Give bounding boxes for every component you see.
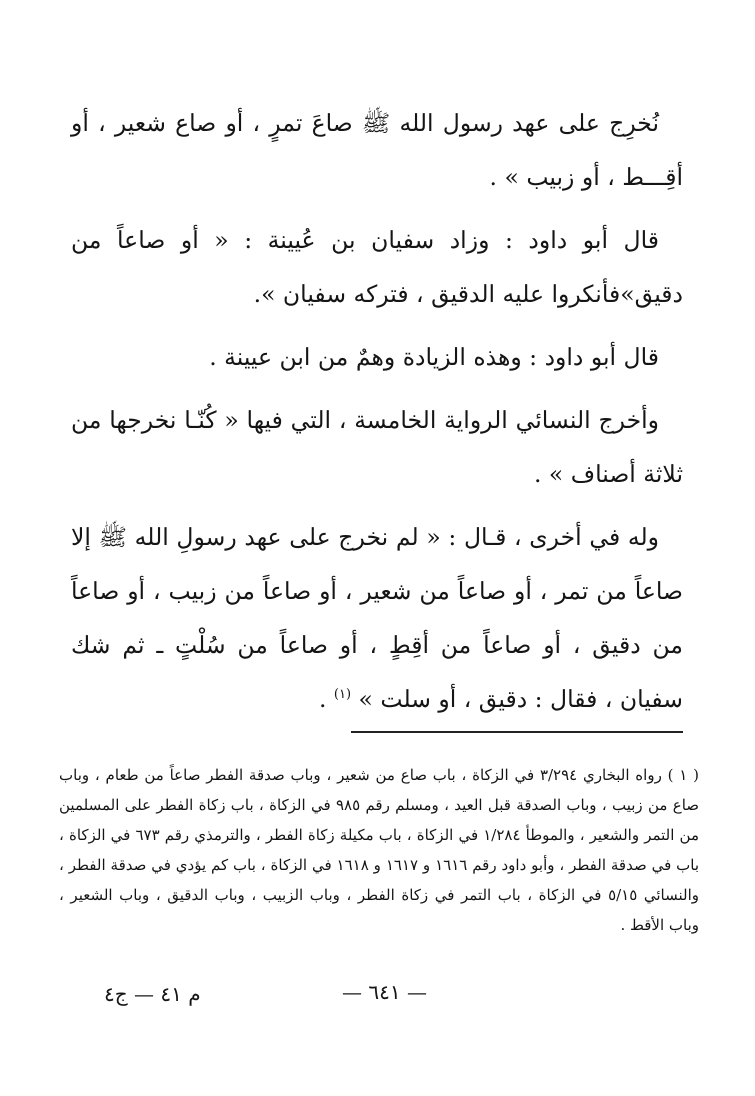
- footnote: [59, 760, 699, 940]
- signature-mark: م ٤١ — ج٤: [104, 982, 201, 1006]
- paragraph-5-end: .: [318, 685, 334, 713]
- paragraph-2: قال أبو داود : وزاد سفيان بن عُيينة : « أو صاعاً من دقيق»فأنكروا عليه الدقيق ، فتركه سفيان ».: [71, 226, 683, 308]
- page-number: — ٦٤١ —: [342, 980, 427, 1004]
- paragraph-1: نُخرِج على عهد رسول الله ﷺ صاعَ تمرٍ ، أو صاع شعير ، أو أقِـــط ، أو زبيب » .: [71, 109, 683, 191]
- paragraph-5: [71, 510, 683, 726]
- footnote-reference: (١): [333, 687, 352, 703]
- paragraph-5-text: وله في أخرى ، قـال : « لم نخرج على عهد رسولِ الله ﷺ إلا صاعاً من تمر ، أو صاعاً من شعير ، أو صاعاً من زبيب ، أو صاعاً من دقيق ، أو صاعاً من أقِطٍ ، أو صاعاً من سُلْتٍ ـ ثم شك سفيان ، فقال : دقيق ، أو سلت »: [71, 523, 683, 713]
- main-text: [71, 96, 683, 735]
- footnote-text: ( ١ ) رواه البخاري ٣/٢٩٤ في الزكاة ، باب صاع من شعير ، وباب صدقة الفطر صاعاً من طعام ، وباب صاع من زبيب ، وباب الصدقة قبل العيد ، ومسلم رقم ٩٨٥ في الزكاة ، باب زكاة الفطر على المسلمين من التمر والشعير ، والموطأ ١/٢٨٤ في الزكاة ، باب مكيلة زكاة الفطر ، والترمذي رقم ٦٧٣ في الزكاة ، باب في صدقة الفطر ، وأبو داود رقم ١٦١٦ و ١٦١٧ و ١٦١٨ في الزكاة ، باب كم يؤدي في صدقة الفطر ، والنسائي ٥/١٥ في الزكاة ، باب التمر في زكاة الفطر ، وباب الزبيب ، وباب الدقيق ، وباب الشعير ، وباب الأقط .: [59, 766, 700, 934]
- paragraph-3: قال أبو داود : وهذه الزيادة وهمٌ من ابن عيينة .: [209, 343, 659, 371]
- footnote-divider: [351, 731, 683, 733]
- paragraph-4: وأخرج النسائي الرواية الخامسة ، التي فيها « كُنّـا نخرجها من ثلاثة أصناف » .: [71, 406, 683, 488]
